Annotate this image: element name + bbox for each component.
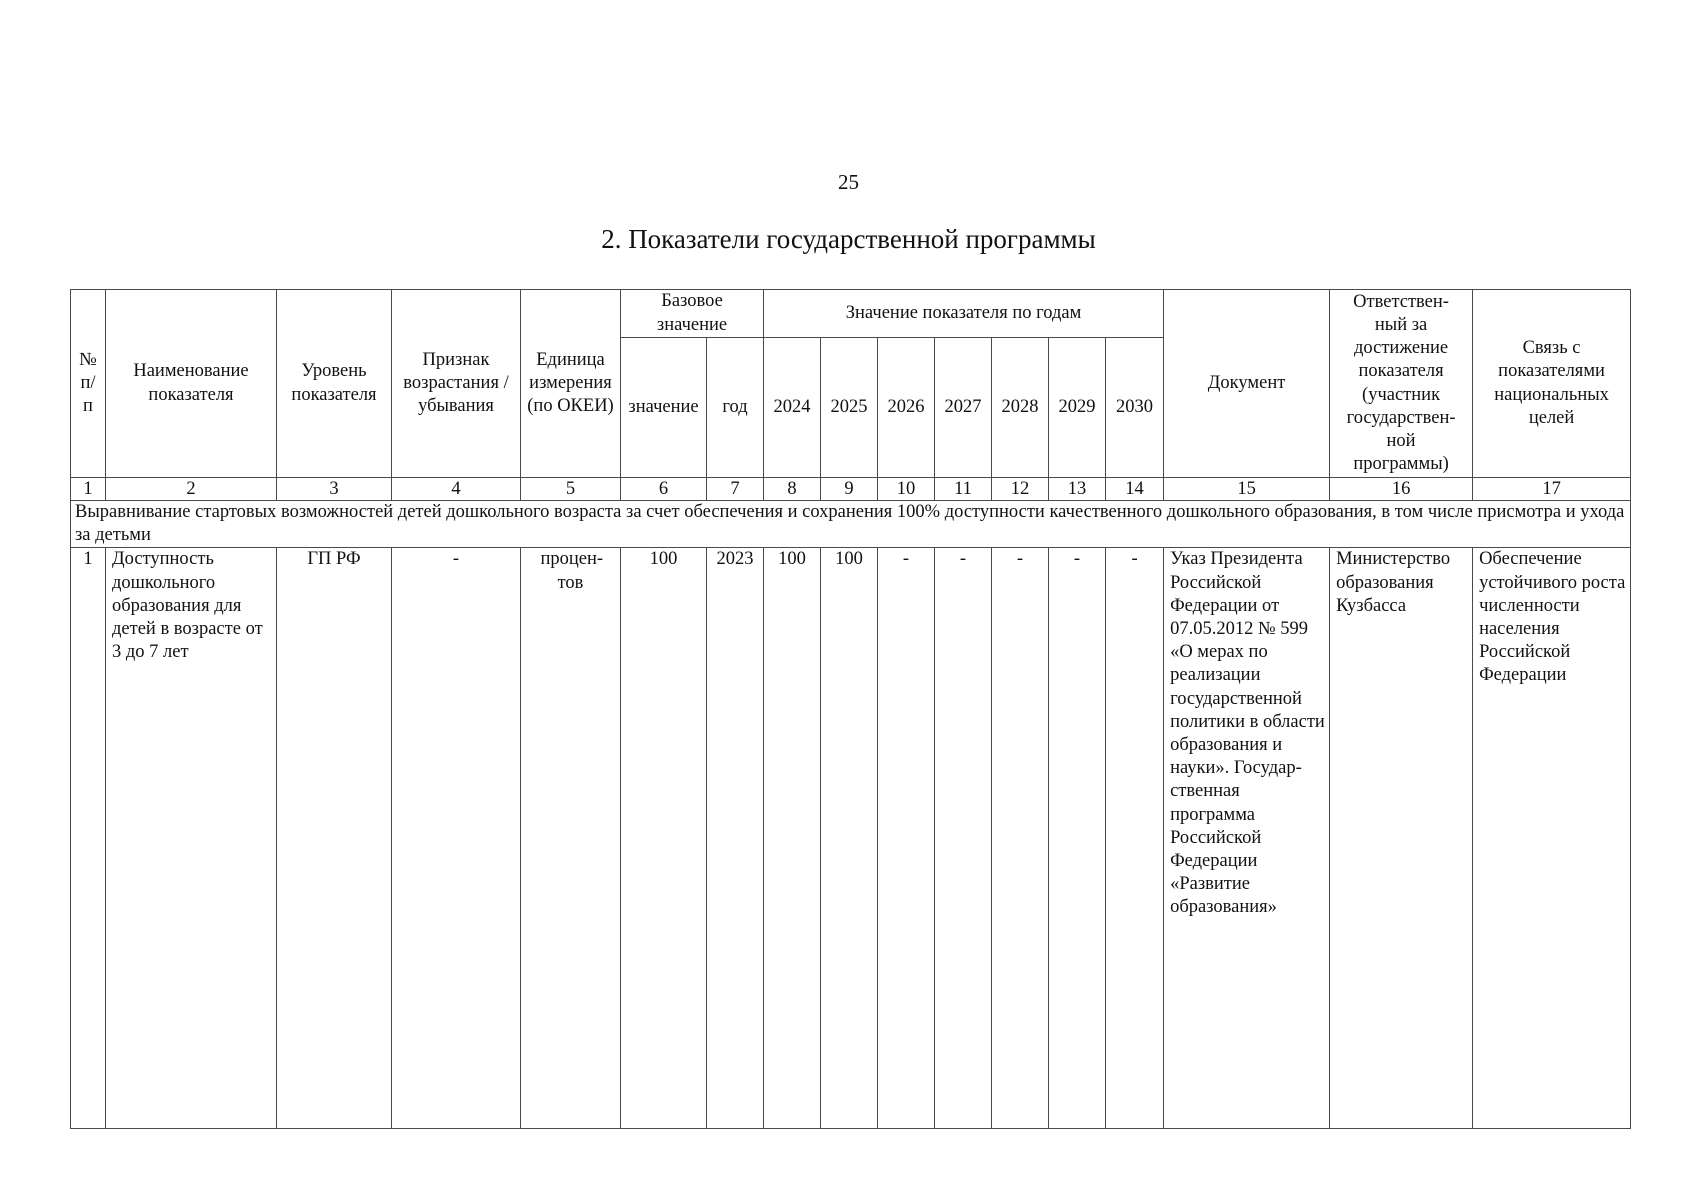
column-number: 2 (106, 478, 277, 501)
column-number: 7 (707, 478, 764, 501)
row-indicator-name: Доступность дошкольного образования для детей в возрасте от 3 до 7 лет (106, 548, 277, 1129)
row-level: ГП РФ (277, 548, 392, 1129)
row-num: 1 (71, 548, 106, 1129)
header-national-goals-label: Связь с показателями национальных целей (1494, 338, 1609, 428)
column-number: 10 (878, 478, 935, 501)
header-responsible-label: Ответствен-ный за достижение показателя (участник государствен-ной программы) (1346, 291, 1456, 475)
header-base-group-label: Базовое значение (656, 291, 728, 335)
header-year-2028: 2028 (992, 338, 1049, 478)
column-number: 9 (821, 478, 878, 501)
column-number: 14 (1106, 478, 1164, 501)
column-number: 17 (1473, 478, 1631, 501)
column-number: 15 (1164, 478, 1330, 501)
row-value-2030: - (1106, 548, 1164, 1129)
header-level: Уровень показателя (277, 290, 392, 478)
row-unit (521, 548, 621, 1129)
row-national-goals: Обеспечение устойчивого роста численности населения Российской Федерации (1473, 548, 1631, 1129)
header-year-2029: 2029 (1049, 338, 1106, 478)
header-year-2025: 2025 (821, 338, 878, 478)
column-number-row (71, 478, 1631, 501)
column-number: 16 (1330, 478, 1473, 501)
header-national-goals (1473, 290, 1631, 478)
row-base-value: 100 (621, 548, 707, 1129)
column-number: 4 (392, 478, 521, 501)
header-unit: Единица измерения (по ОКЕИ) (521, 290, 621, 478)
header-years-group: Значение показателя по годам (764, 290, 1164, 338)
section-title: Выравнивание стартовых возможностей детей дошкольного возраста за счет обеспечения и сохранения 100% доступности качественного дошкольного образования, в том числе присмотра и ухода за детьми (71, 501, 1631, 548)
header-year-2030: 2030 (1106, 338, 1164, 478)
page-title: 2. Показатели государственной программы (601, 224, 1096, 254)
row-base-year: 2023 (707, 548, 764, 1129)
column-number: 5 (521, 478, 621, 501)
header-year-2027: 2027 (935, 338, 992, 478)
column-number: 3 (277, 478, 392, 501)
header-row-top (71, 290, 1631, 338)
column-number: 13 (1049, 478, 1106, 501)
header-num-label: № п/п (79, 349, 97, 417)
page-number: 25 (838, 170, 859, 194)
header-year-2026: 2026 (878, 338, 935, 478)
row-value-2026: - (878, 548, 935, 1129)
column-number: 12 (992, 478, 1049, 501)
header-base-value: значение (621, 338, 707, 478)
column-number: 1 (71, 478, 106, 501)
row-trend: - (392, 548, 521, 1129)
row-value-2024: 100 (764, 548, 821, 1129)
indicators-table (70, 289, 1631, 1129)
header-num (71, 290, 106, 478)
row-value-2028: - (992, 548, 1049, 1129)
column-number: 8 (764, 478, 821, 501)
column-number: 11 (935, 478, 992, 501)
header-trend: Признак возрастания / убывания (392, 290, 521, 478)
row-unit-label: процен-тов (540, 549, 604, 593)
header-base-group (621, 290, 764, 338)
table-row (71, 548, 1631, 1129)
row-responsible: Министерство образования Кузбасса (1330, 548, 1473, 1129)
header-base-year: год (707, 338, 764, 478)
header-responsible (1330, 290, 1473, 478)
row-value-2027: - (935, 548, 992, 1129)
row-value-2029: - (1049, 548, 1106, 1129)
row-document: Указ Президента Российской Федерации от 07.05.2012 № 599 «О мерах по реализации государственной политики в области образования и науки». Государ-ственная программа Российской Федерации «Развитие образования» (1164, 548, 1330, 1129)
row-value-2025: 100 (821, 548, 878, 1129)
column-number: 6 (621, 478, 707, 501)
section-row (71, 501, 1631, 548)
header-year-2024: 2024 (764, 338, 821, 478)
header-name: Наименование показателя (106, 290, 277, 478)
header-document: Документ (1164, 290, 1330, 478)
